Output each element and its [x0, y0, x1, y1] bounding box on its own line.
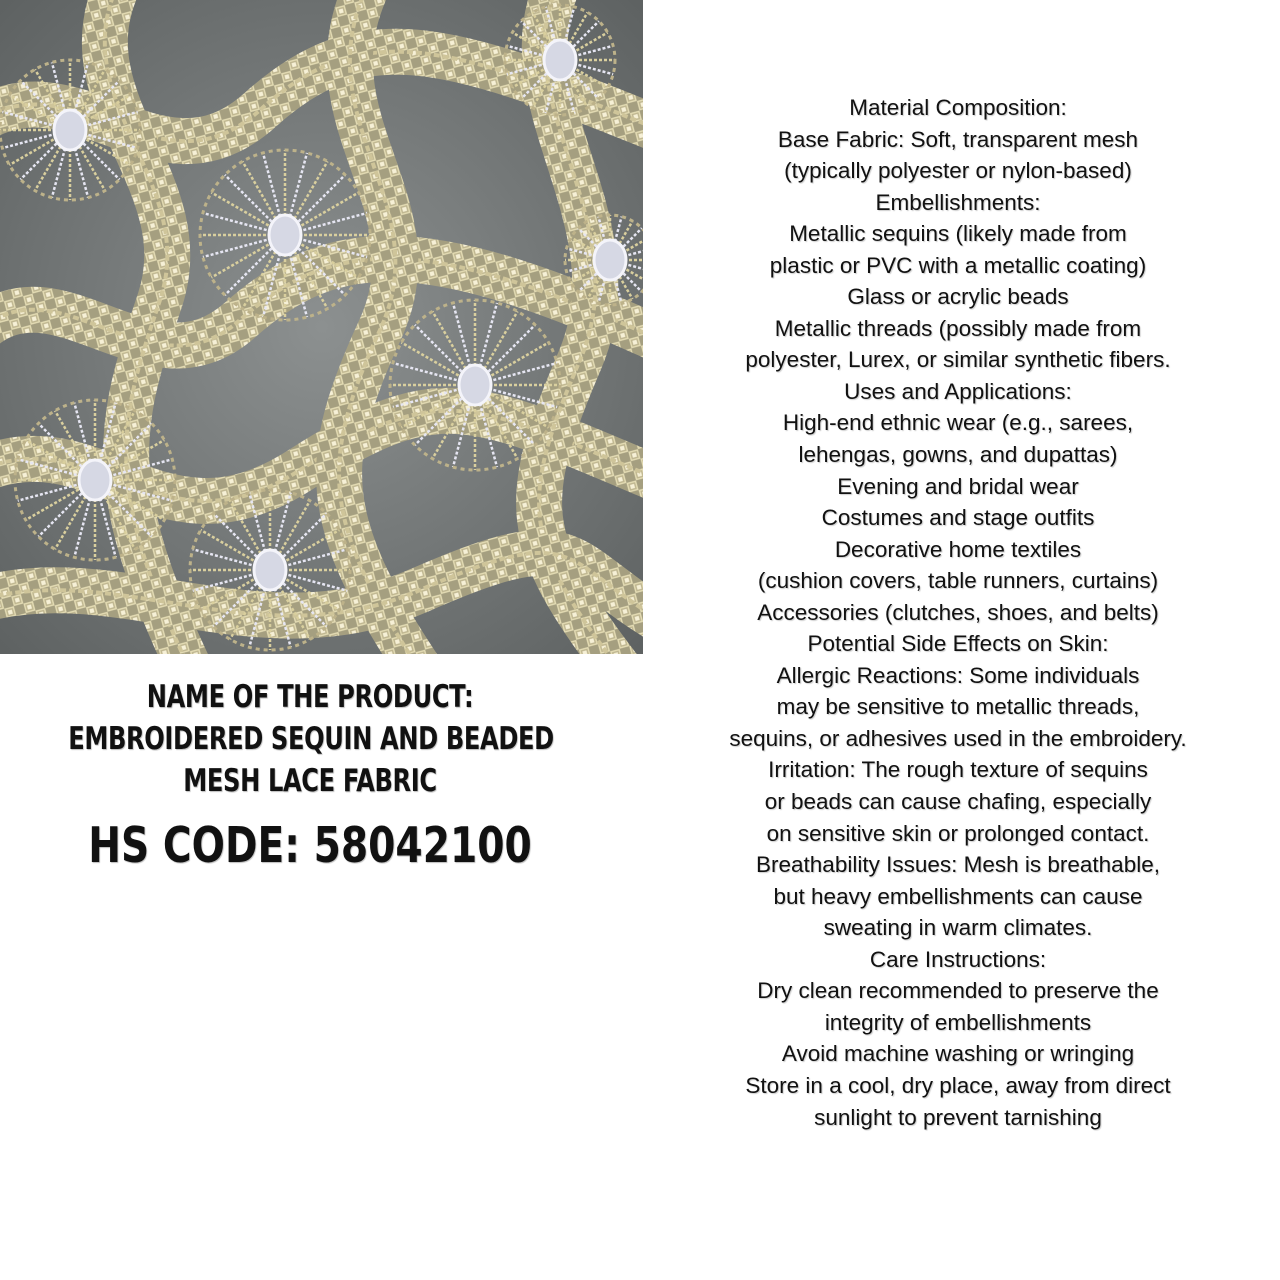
- details-line: Evening and bridal wear: [837, 473, 1079, 499]
- product-name-line-2: MESH LACE FABRIC: [183, 763, 437, 799]
- details-line: polyester, Lurex, or similar synthetic fibers.: [745, 347, 1171, 373]
- beaded-flower: [0, 60, 140, 200]
- product-name-line-1: EMBROIDERED SEQUIN AND BEADED: [68, 721, 554, 757]
- details-line: Dry clean recommended to preserve the: [757, 978, 1159, 1004]
- details-line: (cushion covers, table runners, curtains): [757, 568, 1159, 594]
- details-line: Store in a cool, dry place, away from direct: [745, 1072, 1171, 1098]
- details-line: High-end ethnic wear (e.g., sarees,: [782, 410, 1134, 436]
- details-line: Accessories (clutches, shoes, and belts): [757, 599, 1159, 625]
- details-line: Material Composition:: [849, 95, 1067, 120]
- details-line: Decorative home textiles: [834, 536, 1082, 562]
- details-line: (typically polyester or nylon-based): [784, 158, 1132, 184]
- embroidered-fabric-image: [0, 0, 643, 654]
- details-line: Base Fabric: Soft, transparent mesh: [777, 126, 1139, 152]
- details-line: on sensitive skin or prolonged contact.: [766, 820, 1150, 846]
- details-line: Costumes and stage outfits: [821, 505, 1095, 531]
- details-line: Breathability Issues: Mesh is breathable,: [756, 852, 1160, 878]
- details-line: Glass or acrylic beads: [847, 284, 1069, 310]
- fabric-photo: [0, 0, 643, 654]
- details-line: plastic or PVC with a metallic coating): [769, 252, 1147, 278]
- details-line: but heavy embellishments can cause: [773, 883, 1143, 909]
- details-line: sunlight to prevent tarnishing: [814, 1104, 1102, 1130]
- beaded-flower: [190, 490, 350, 650]
- details-line: integrity of embellishments: [824, 1009, 1092, 1035]
- details-line: Allergic Reactions: Some individuals: [776, 662, 1140, 688]
- hs-code: HS CODE: 58042100: [88, 817, 532, 874]
- details-line: Embellishments:: [875, 189, 1041, 215]
- details-line: may be sensitive to metallic threads,: [776, 694, 1140, 720]
- details-line: Care Instructions:: [869, 946, 1047, 972]
- beaded-flower: [390, 300, 560, 470]
- details-line: Irritation: The rough texture of sequins: [768, 757, 1148, 783]
- beaded-flower: [200, 150, 370, 320]
- beaded-flower: [15, 400, 175, 560]
- details-line: Metallic sequins (likely made from: [789, 221, 1127, 247]
- details-line: Avoid machine washing or wringing: [781, 1041, 1135, 1067]
- details-line: Metallic threads (possibly made from: [774, 315, 1142, 341]
- details-line: lehengas, gowns, and dupattas): [798, 442, 1118, 468]
- product-details-text: [640, 92, 1276, 1133]
- details-line: sequins, or adhesives used in the embroidery.: [729, 725, 1187, 751]
- details-line: or beads can cause chafing, especially: [764, 789, 1152, 815]
- details-line: Uses and Applications:: [844, 378, 1072, 404]
- product-info: [0, 676, 620, 876]
- details-line: Potential Side Effects on Skin:: [807, 631, 1109, 657]
- product-name-label: NAME OF THE PRODUCT:: [146, 679, 474, 715]
- details-line: sweating in warm climates.: [823, 915, 1093, 941]
